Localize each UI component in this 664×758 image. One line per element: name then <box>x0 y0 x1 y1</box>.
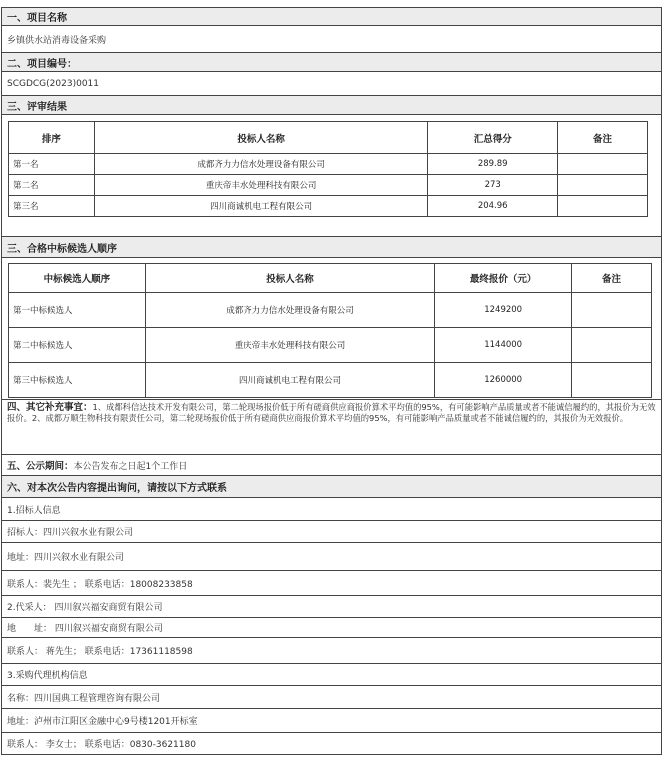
candidate-order-cell: 第二中标候选人 <box>9 328 146 363</box>
note-cell <box>572 328 652 363</box>
header-rank: 排序 <box>9 122 95 154</box>
section-candidate-order-heading: 三、合格中标候选人顺序 <box>1 237 662 258</box>
section-project-number-heading: 二、项目编号： <box>1 53 662 72</box>
review-result-table <box>8 121 648 217</box>
candidate-order-table <box>8 263 652 398</box>
header-score: 汇总得分 <box>428 122 558 154</box>
section-contact-heading: 六、对本次公告内容提出询问，请按以下方式联系 <box>1 476 662 498</box>
header-note: 备注 <box>558 122 648 154</box>
bidder-name-cell: 成都齐力力信水处理设备有限公司 <box>94 154 427 175</box>
candidate-order-cell: 第三中标候选人 <box>9 363 146 398</box>
purchaser-address: 地址：四川兴叙水业有限公司 <box>1 543 662 571</box>
header-note: 备注 <box>572 264 652 293</box>
agent-contact: 联系人： 蒋先生； 联系电话：17361118598 <box>1 638 662 664</box>
procurement-agency-contact: 联系人： 李女士； 联系电话：0830-3621180 <box>1 733 662 755</box>
price-cell: 1144000 <box>435 328 572 363</box>
agent-title: 2.代采人： 四川叙兴福安商贸有限公司 <box>1 596 662 618</box>
table-row <box>9 328 652 363</box>
procurement-agency-title: 3.采购代理机构信息 <box>1 664 662 686</box>
purchaser-info-title: 1.招标人信息 <box>1 498 662 521</box>
procurement-agency-name: 名称：四川国典工程管理咨询有限公司 <box>1 686 662 709</box>
table-row <box>9 196 648 217</box>
score-cell: 273 <box>428 175 558 196</box>
table-row <box>9 293 652 328</box>
project-number-value: SCGDCG(2023)0011 <box>1 72 662 96</box>
table-row <box>9 175 648 196</box>
header-bidder-name: 投标人名称 <box>145 264 434 293</box>
price-cell: 1260000 <box>435 363 572 398</box>
rank-cell: 第二名 <box>9 175 95 196</box>
score-cell: 289.89 <box>428 154 558 175</box>
bidder-name-cell: 四川商诚机电工程有限公司 <box>94 196 427 217</box>
header-final-price: 最终报价（元） <box>435 264 572 293</box>
supplementary-notes <box>1 400 662 455</box>
rank-cell: 第三名 <box>9 196 95 217</box>
publicity-period-heading: 五、公示期间： <box>7 461 74 472</box>
bidder-name-cell: 成都齐力力信水处理设备有限公司 <box>145 293 434 328</box>
table-header-row <box>9 264 652 293</box>
table-row <box>9 363 652 398</box>
header-bidder-name: 投标人名称 <box>94 122 427 154</box>
note-cell <box>558 175 648 196</box>
project-name-value: 乡镇供水站消毒设备采购 <box>1 26 662 53</box>
bidder-name-cell: 重庆帝丰水处理科技有限公司 <box>145 328 434 363</box>
price-cell: 1249200 <box>435 293 572 328</box>
note-cell <box>572 293 652 328</box>
supplementary-notes-heading: 四、其它补充事宜： <box>7 402 93 413</box>
candidate-order-cell: 第一中标候选人 <box>9 293 146 328</box>
note-cell <box>558 154 648 175</box>
score-cell: 204.96 <box>428 196 558 217</box>
publicity-period-value: 本公告发布之日起1个工作日 <box>73 461 188 472</box>
purchaser-contact: 联系人：裴先生 ； 联系电话：18008233858 <box>1 571 662 596</box>
agent-address: 地 址： 四川叙兴福安商贸有限公司 <box>1 618 662 638</box>
supplementary-notes-body: 1、成都科信达技术开发有限公司，第二轮现场报价低于所有磋商供应商报价算术平均值的95%，有可能影响产品质量或者不能诚信履约的，其报价为无效报价。2、成都万顺生物科技有限责任公司，第二轮现场报价低于所有磋商供应商报价算术平均值的95%，有可能影响产品质量或者不能诚信履约的，其报价为无效报价。 <box>7 402 656 423</box>
note-cell <box>558 196 648 217</box>
publicity-period-row <box>1 455 662 476</box>
header-candidate-order: 中标候选人顺序 <box>9 264 146 293</box>
section-review-result-heading: 三、评审结果 <box>1 96 662 115</box>
bidder-name-cell: 重庆帝丰水处理科技有限公司 <box>94 175 427 196</box>
note-cell <box>572 363 652 398</box>
section-project-name-heading: 一、项目名称 <box>1 7 662 26</box>
table-header-row <box>9 122 648 154</box>
rank-cell: 第一名 <box>9 154 95 175</box>
procurement-agency-address: 地址：泸州市江阳区金融中心9号楼1201开标室 <box>1 709 662 733</box>
bidder-name-cell: 四川商诚机电工程有限公司 <box>145 363 434 398</box>
purchaser-name: 招标人：四川兴叙水业有限公司 <box>1 521 662 543</box>
table-row <box>9 154 648 175</box>
